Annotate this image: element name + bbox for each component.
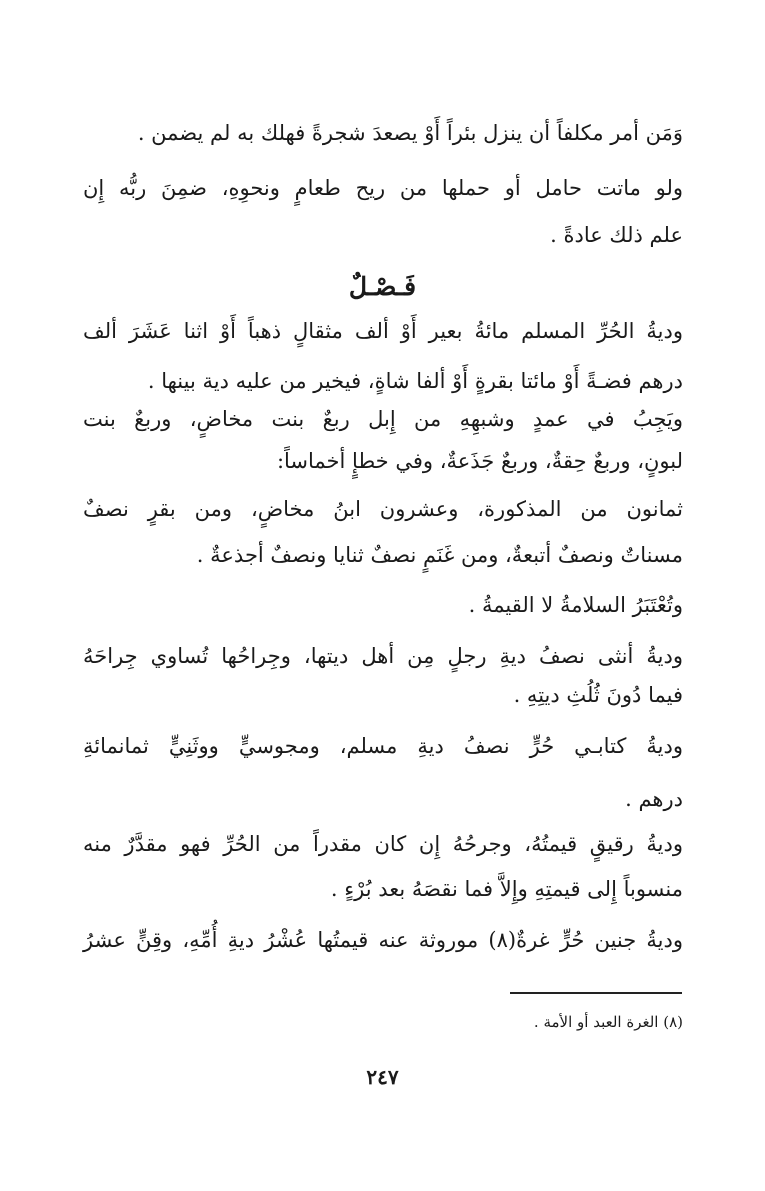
section-heading: فَـصْـلٌ [348,272,417,301]
text-line: وديةُ كتابـي حُرٍّ نصفُ ديةِ مسلم، ومجوسيٍّ ووثَنِيٍّ ثمانمائةِ [83,734,683,758]
text-line: ويَجِبُ في عمدٍ وشبهِهِ من إِبل ربعٌ بنت مخاضٍ، وربعٌ بنت [83,407,683,431]
footnote: (٨) الغرة العبد أو الأمة . [533,1013,683,1031]
text-line: مسناتٌ ونصفٌ أتبعةٌ، ومن غَنَمٍ نصفٌ ثنايا ونصفٌ أجذعةٌ . [196,543,683,567]
text-line: درهم . [625,787,683,811]
text-line: منسوباً إِلى قيمتِهِ وإِلاَّ فما نقصَهُ بعد بُرْءٍ . [330,877,683,901]
text-line: وديةُ جنين حُرٍّ غرةٌ(٨) موروثة عنه قيمتُها عُشْرُ ديةِ أُمِّهِ، وقِنٍّ عشرُ [83,928,683,952]
text-line: درهم فضـةً أَوْ مائتا بقرةٍ أَوْ ألفا شاةٍ، فيخير من عليه دية بينها . [147,369,683,393]
text-line: وتُعْتَبَرُ السلامةُ لا القيمةُ . [468,593,683,617]
text-line: ثمانون من المذكورة، وعشرون ابنُ مخاضٍ، ومن بقرٍ نصفٌ [83,497,683,521]
text-line: وديةُ أنثى نصفُ ديةِ رجلٍ مِن أهل ديتها، وجِراحُها تُساوي جِراحَهُ [83,644,683,668]
text-line: وديةُ رقيقٍ قيمتُهُ، وجرحُهُ إِن كان مقدراً من الحُرِّ فهو مقدَّرٌ منه [83,832,683,856]
footnote-divider [510,992,682,994]
text-line: فيما دُونَ ثُلُثِ ديتِهِ . [513,683,683,707]
text-line: ولو ماتت حامل أو حملها من ريح طعامٍ ونحوِهِ، ضمِنَ ربُّه إِن [83,176,683,200]
text-line: وَمَن أمر مكلفاً أن ينزل بئراً أَوْ يصعدَ شجرةً فهلك به لم يضمن . [137,121,683,145]
text-line: لبونٍ، وربعٌ حِقةٌ، وربعٌ جَذَعةٌ، وفي خطإٍ أخماساً: [276,449,683,473]
page-number: ٢٤٧ [366,1065,399,1089]
text-line: علم ذلك عادةً . [550,223,683,247]
text-line: وديةُ الحُرِّ المسلم مائةُ بعير أَوْ ألف مثقالٍ ذهباً أَوْ اثنا عَشَرَ ألف [83,319,683,343]
